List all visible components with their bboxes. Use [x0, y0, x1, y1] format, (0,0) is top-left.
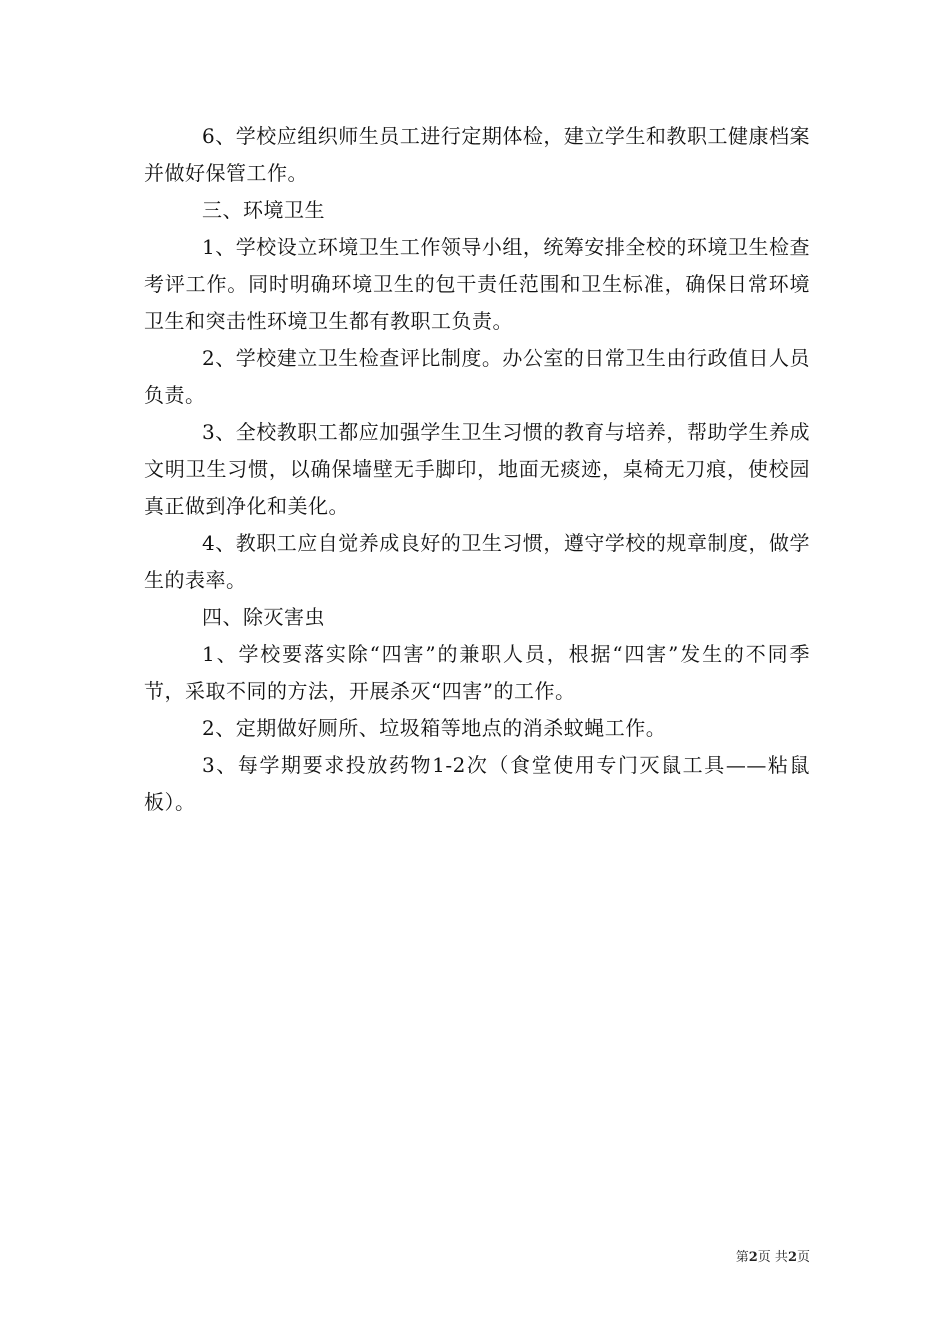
- paragraph-rodenticide: 3、每学期要求投放药物1-2次（食堂使用专门灭鼠工具——粘鼠板）。: [144, 753, 810, 814]
- paragraph-four-pests: 1、学校要落实除“四害”的兼职人员，根据“四害”发生的不同季节，采取不同的方法，开展杀灭“四害”的工作。: [144, 642, 810, 703]
- paragraph-staff-example: 4、教职工应自觉养成良好的卫生习惯，遵守学校的规章制度，做学生的表率。: [144, 531, 810, 592]
- page-number-footer: [700, 1246, 810, 1265]
- paragraph-disinfection: 2、定期做好厕所、垃圾箱等地点的消杀蚊蝇工作。: [202, 716, 667, 740]
- section-heading-pest-control: 四、除灭害虫: [202, 605, 325, 629]
- footer-total-pages: 2: [787, 1250, 797, 1265]
- footer-prefix: 第: [735, 1250, 749, 1265]
- paragraph-environment-leadership: 1、学校设立环境卫生工作领导小组，统筹安排全校的环境卫生检查考评工作。同时明确环境卫生的包干责任范围和卫生标准，确保日常环境卫生和突击性环境卫生都有教职工负责。: [144, 235, 810, 333]
- footer-middle: 页 共: [757, 1250, 788, 1265]
- paragraph-student-habits: 3、全校教职工都应加强学生卫生习惯的教育与培养，帮助学生养成文明卫生习惯，以确保墙壁无手脚印，地面无痰迹，桌椅无刀痕，使校园真正做到净化和美化。: [144, 420, 810, 518]
- paragraph-health-records: 6、学校应组织师生员工进行定期体检，建立学生和教职工健康档案并做好保管工作。: [144, 124, 810, 185]
- section-heading-environment: 三、环境卫生: [202, 198, 325, 222]
- paragraph-inspection-system: 2、学校建立卫生检查评比制度。办公室的日常卫生由行政值日人员负责。: [144, 346, 810, 407]
- footer-suffix: 页: [796, 1250, 810, 1265]
- document-body: [144, 118, 810, 821]
- footer-current-page: 2: [748, 1250, 758, 1265]
